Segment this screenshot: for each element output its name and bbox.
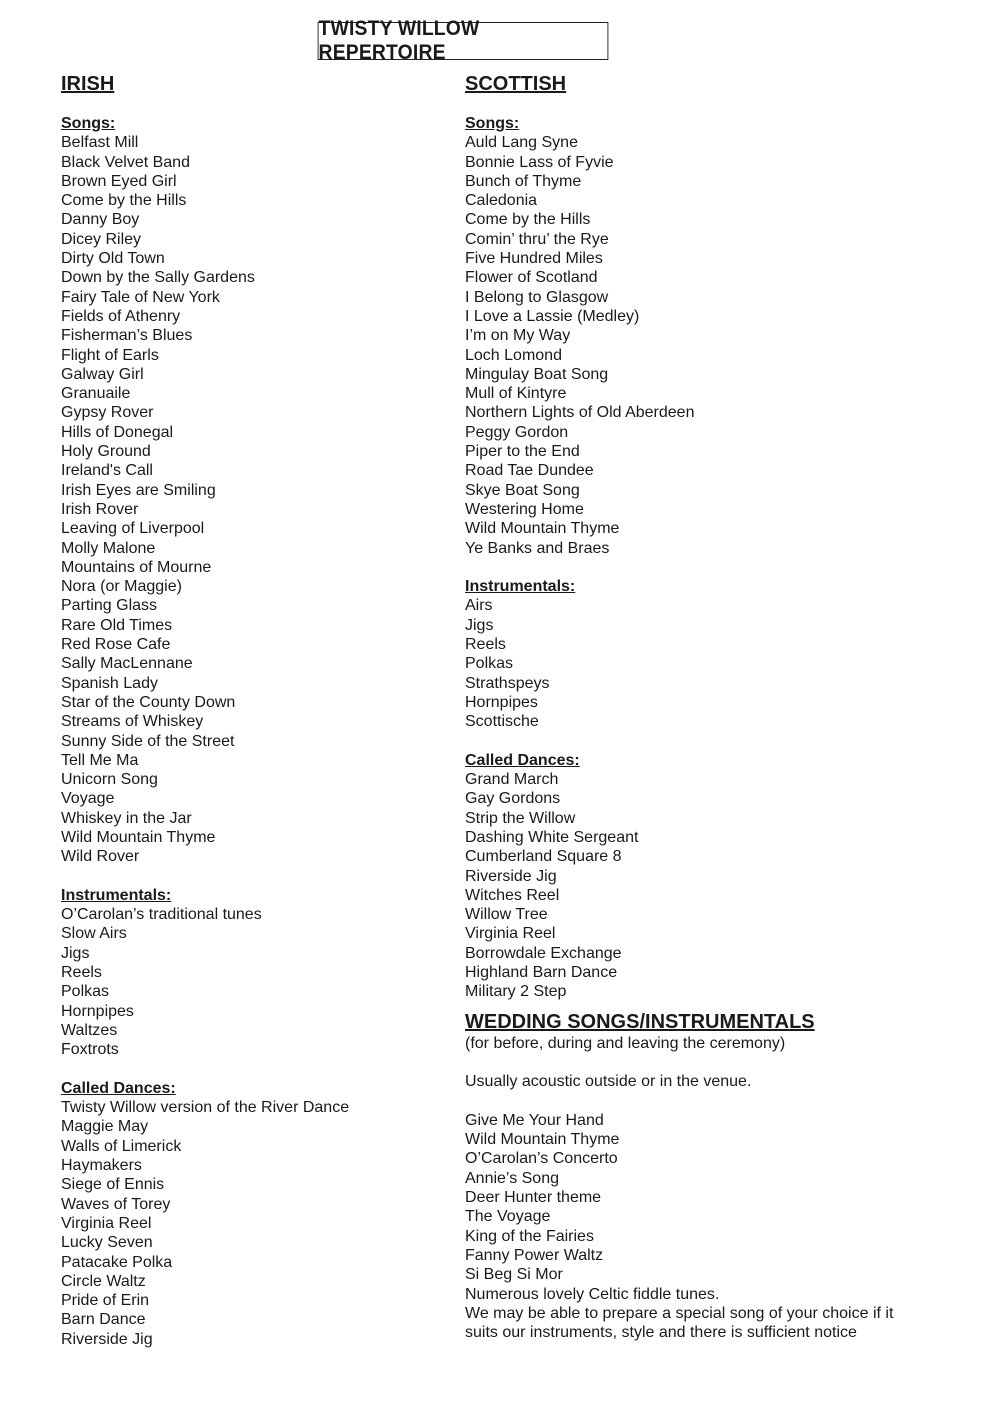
- irish-instrumentals-label: Instrumentals:: [61, 886, 172, 904]
- list-item: Scottische: [465, 713, 539, 731]
- wedding-closing-line-2: suits our instruments, style and there is sufficient notice: [465, 1324, 857, 1342]
- list-item: Fanny Power Waltz: [465, 1246, 604, 1264]
- list-item: Ireland's Call: [61, 462, 153, 480]
- list-item: Irish Eyes are Smiling: [61, 481, 216, 499]
- list-item: Dicey Riley: [61, 230, 142, 248]
- list-item: Highland Barn Dance: [465, 964, 618, 982]
- list-item: Riverside Jig: [465, 867, 557, 885]
- list-item: Wild Mountain Thyme: [465, 1131, 620, 1149]
- list-item: Wild Rover: [61, 848, 140, 866]
- list-item: Galway Girl: [61, 365, 144, 383]
- list-item: Loch Lomond: [465, 346, 562, 364]
- list-item: Circle Waltz: [61, 1272, 146, 1290]
- list-item: Borrowdale Exchange: [465, 944, 622, 962]
- list-item: Leaving of Liverpool: [61, 520, 205, 538]
- scottish-songs-label: Songs:: [465, 115, 520, 132]
- list-item: Streams of Whiskey: [61, 713, 204, 731]
- list-item: Rare Old Times: [61, 616, 173, 634]
- list-item: I Belong to Glasgow: [465, 288, 609, 306]
- list-item: Waltzes: [61, 1021, 118, 1039]
- list-item: I’m on My Way: [465, 327, 571, 345]
- list-item: O’Carolan’s Concerto: [465, 1150, 618, 1168]
- list-item: I Love a Lassie (Medley): [465, 307, 640, 325]
- list-item: Reels: [61, 964, 102, 982]
- spacer: [465, 1092, 935, 1111]
- list-item: Spanish Lady: [61, 674, 158, 692]
- list-item: Numerous lovely Celtic fiddle tunes.: [465, 1285, 720, 1303]
- list-item: Bunch of Thyme: [465, 172, 582, 190]
- list-item: Piper to the End: [465, 443, 580, 461]
- list-item: Bonnie Lass of Fyvie: [465, 153, 614, 171]
- list-item: Whiskey in the Jar: [61, 809, 192, 827]
- list-item: Pride of Erin: [61, 1292, 150, 1310]
- list-item: Hornpipes: [465, 693, 538, 711]
- wedding-list: [465, 1111, 935, 1304]
- wedding-heading: WEDDING SONGS/INSTRUMENTALS: [465, 1010, 815, 1033]
- list-item: Auld Lang Syne: [465, 134, 578, 152]
- list-item: Ye Banks and Braes: [465, 539, 610, 557]
- spacer: [465, 1053, 935, 1072]
- irish-songs-label: Songs:: [61, 115, 116, 132]
- spacer: [61, 867, 451, 886]
- scottish-dances-list: [465, 770, 935, 1002]
- list-item: Walls of Limerick: [61, 1137, 182, 1155]
- list-item: Give Me Your Hand: [465, 1111, 604, 1129]
- list-item: Tell Me Ma: [61, 751, 139, 769]
- page-title: [318, 17, 609, 64]
- list-item: Red Rose Cafe: [61, 636, 171, 654]
- list-item: Dashing White Sergeant: [465, 828, 639, 846]
- list-item: Annie’s Song: [465, 1169, 559, 1187]
- list-item: Siege of Ennis: [61, 1176, 165, 1194]
- scottish-column: [465, 70, 935, 1342]
- list-item: Mountains of Mourne: [61, 558, 212, 576]
- list-item: Gay Gordons: [465, 790, 561, 808]
- list-item: Down by the Sally Gardens: [61, 269, 255, 287]
- list-item: Lucky Seven: [61, 1234, 153, 1252]
- list-item: Road Tae Dundee: [465, 462, 594, 480]
- list-item: Maggie May: [61, 1118, 149, 1136]
- list-item: O’Carolan’s traditional tunes: [61, 906, 262, 924]
- scottish-songs-list: [465, 133, 935, 558]
- list-item: Wild Mountain Thyme: [61, 828, 216, 846]
- list-item: Haymakers: [61, 1157, 142, 1175]
- list-item: Sunny Side of the Street: [61, 732, 235, 750]
- list-item: Witches Reel: [465, 886, 560, 904]
- list-item: Riverside Jig: [61, 1330, 153, 1348]
- list-item: Granuaile: [61, 385, 131, 403]
- list-item: Holy Ground: [61, 443, 151, 461]
- list-item: Nora (or Maggie): [61, 578, 182, 596]
- wedding-subtitle: (for before, during and leaving the ceremony): [465, 1034, 786, 1052]
- list-item: Si Beg Si Mor: [465, 1266, 563, 1284]
- list-item: Westering Home: [465, 500, 584, 518]
- list-item: Hills of Donegal: [61, 423, 174, 441]
- list-item: Virginia Reel: [61, 1214, 152, 1232]
- list-item: Foxtrots: [61, 1041, 119, 1059]
- list-item: Caledonia: [465, 192, 538, 210]
- list-item: Fields of Athenry: [61, 307, 181, 325]
- list-item: Slow Airs: [61, 925, 127, 943]
- spacer: [61, 1060, 451, 1079]
- irish-songs-list: [61, 133, 451, 866]
- scottish-instrumentals-list: [465, 596, 935, 731]
- wedding-note: Usually acoustic outside or in the venue.: [465, 1073, 752, 1091]
- scottish-dances-label: Called Dances:: [465, 751, 580, 769]
- list-item: Strip the Willow: [465, 809, 576, 827]
- list-item: Danny Boy: [61, 211, 140, 229]
- list-item: Patacake Polka: [61, 1253, 173, 1271]
- list-item: Peggy Gordon: [465, 423, 569, 441]
- list-item: King of the Fairies: [465, 1227, 594, 1245]
- list-item: Barn Dance: [61, 1311, 146, 1329]
- list-item: Hornpipes: [61, 1002, 134, 1020]
- list-item: Flight of Earls: [61, 346, 159, 364]
- list-item: Waves of Torey: [61, 1195, 171, 1213]
- list-item: Jigs: [465, 616, 494, 634]
- list-item: Virginia Reel: [465, 925, 556, 943]
- irish-dances-list: [61, 1098, 451, 1349]
- list-item: Voyage: [61, 790, 115, 808]
- irish-column: [61, 70, 451, 1349]
- spacer: [465, 732, 935, 751]
- list-item: Wild Mountain Thyme: [465, 520, 620, 538]
- list-item: Five Hundred Miles: [465, 250, 603, 268]
- list-item: Northern Lights of Old Aberdeen: [465, 404, 695, 422]
- list-item: Cumberland Square 8: [465, 848, 622, 866]
- list-item: Mull of Kintyre: [465, 385, 567, 403]
- list-item: Comin’ thru’ the Rye: [465, 230, 609, 248]
- list-item: Come by the Hills: [61, 192, 187, 210]
- list-item: Twisty Willow version of the River Dance: [61, 1099, 350, 1117]
- list-item: Deer Hunter theme: [465, 1189, 602, 1207]
- list-item: Jigs: [61, 944, 90, 962]
- spacer: [465, 558, 935, 577]
- page-title-text: TWISTY WILLOW REPERTOIRE: [318, 17, 480, 64]
- list-item: Dirty Old Town: [61, 250, 165, 268]
- list-item: Unicorn Song: [61, 771, 158, 789]
- list-item: Skye Boat Song: [465, 481, 580, 499]
- list-item: Parting Glass: [61, 597, 158, 615]
- list-item: Gypsy Rover: [61, 404, 154, 422]
- list-item: Irish Rover: [61, 500, 139, 518]
- list-item: Star of the County Down: [61, 693, 236, 711]
- irish-heading: IRISH: [61, 73, 115, 95]
- list-item: Grand March: [465, 771, 559, 789]
- wedding-closing-line-1: We may be able to prepare a special song of your choice if it: [465, 1304, 894, 1322]
- list-item: Willow Tree: [465, 906, 548, 924]
- list-item: Military 2 Step: [465, 983, 567, 1001]
- list-item: Molly Malone: [61, 539, 156, 557]
- irish-dances-label: Called Dances:: [61, 1079, 176, 1097]
- list-item: The Voyage: [465, 1208, 551, 1226]
- list-item: Strathspeys: [465, 674, 550, 692]
- list-item: Belfast Mill: [61, 134, 139, 152]
- list-item: Fairy Tale of New York: [61, 288, 220, 306]
- list-item: Airs: [465, 597, 493, 615]
- list-item: Flower of Scotland: [465, 269, 598, 287]
- list-item: Polkas: [61, 983, 110, 1001]
- list-item: Reels: [465, 636, 506, 654]
- list-item: Come by the Hills: [465, 211, 591, 229]
- list-item: Brown Eyed Girl: [61, 172, 177, 190]
- list-item: Fisherman’s Blues: [61, 327, 193, 345]
- scottish-heading: SCOTTISH: [465, 73, 567, 95]
- irish-instrumentals-list: [61, 905, 451, 1059]
- scottish-instrumentals-label: Instrumentals:: [465, 578, 576, 596]
- list-item: Mingulay Boat Song: [465, 365, 609, 383]
- list-item: Black Velvet Band: [61, 153, 190, 171]
- list-item: Sally MacLennane: [61, 655, 193, 673]
- list-item: Polkas: [465, 655, 514, 673]
